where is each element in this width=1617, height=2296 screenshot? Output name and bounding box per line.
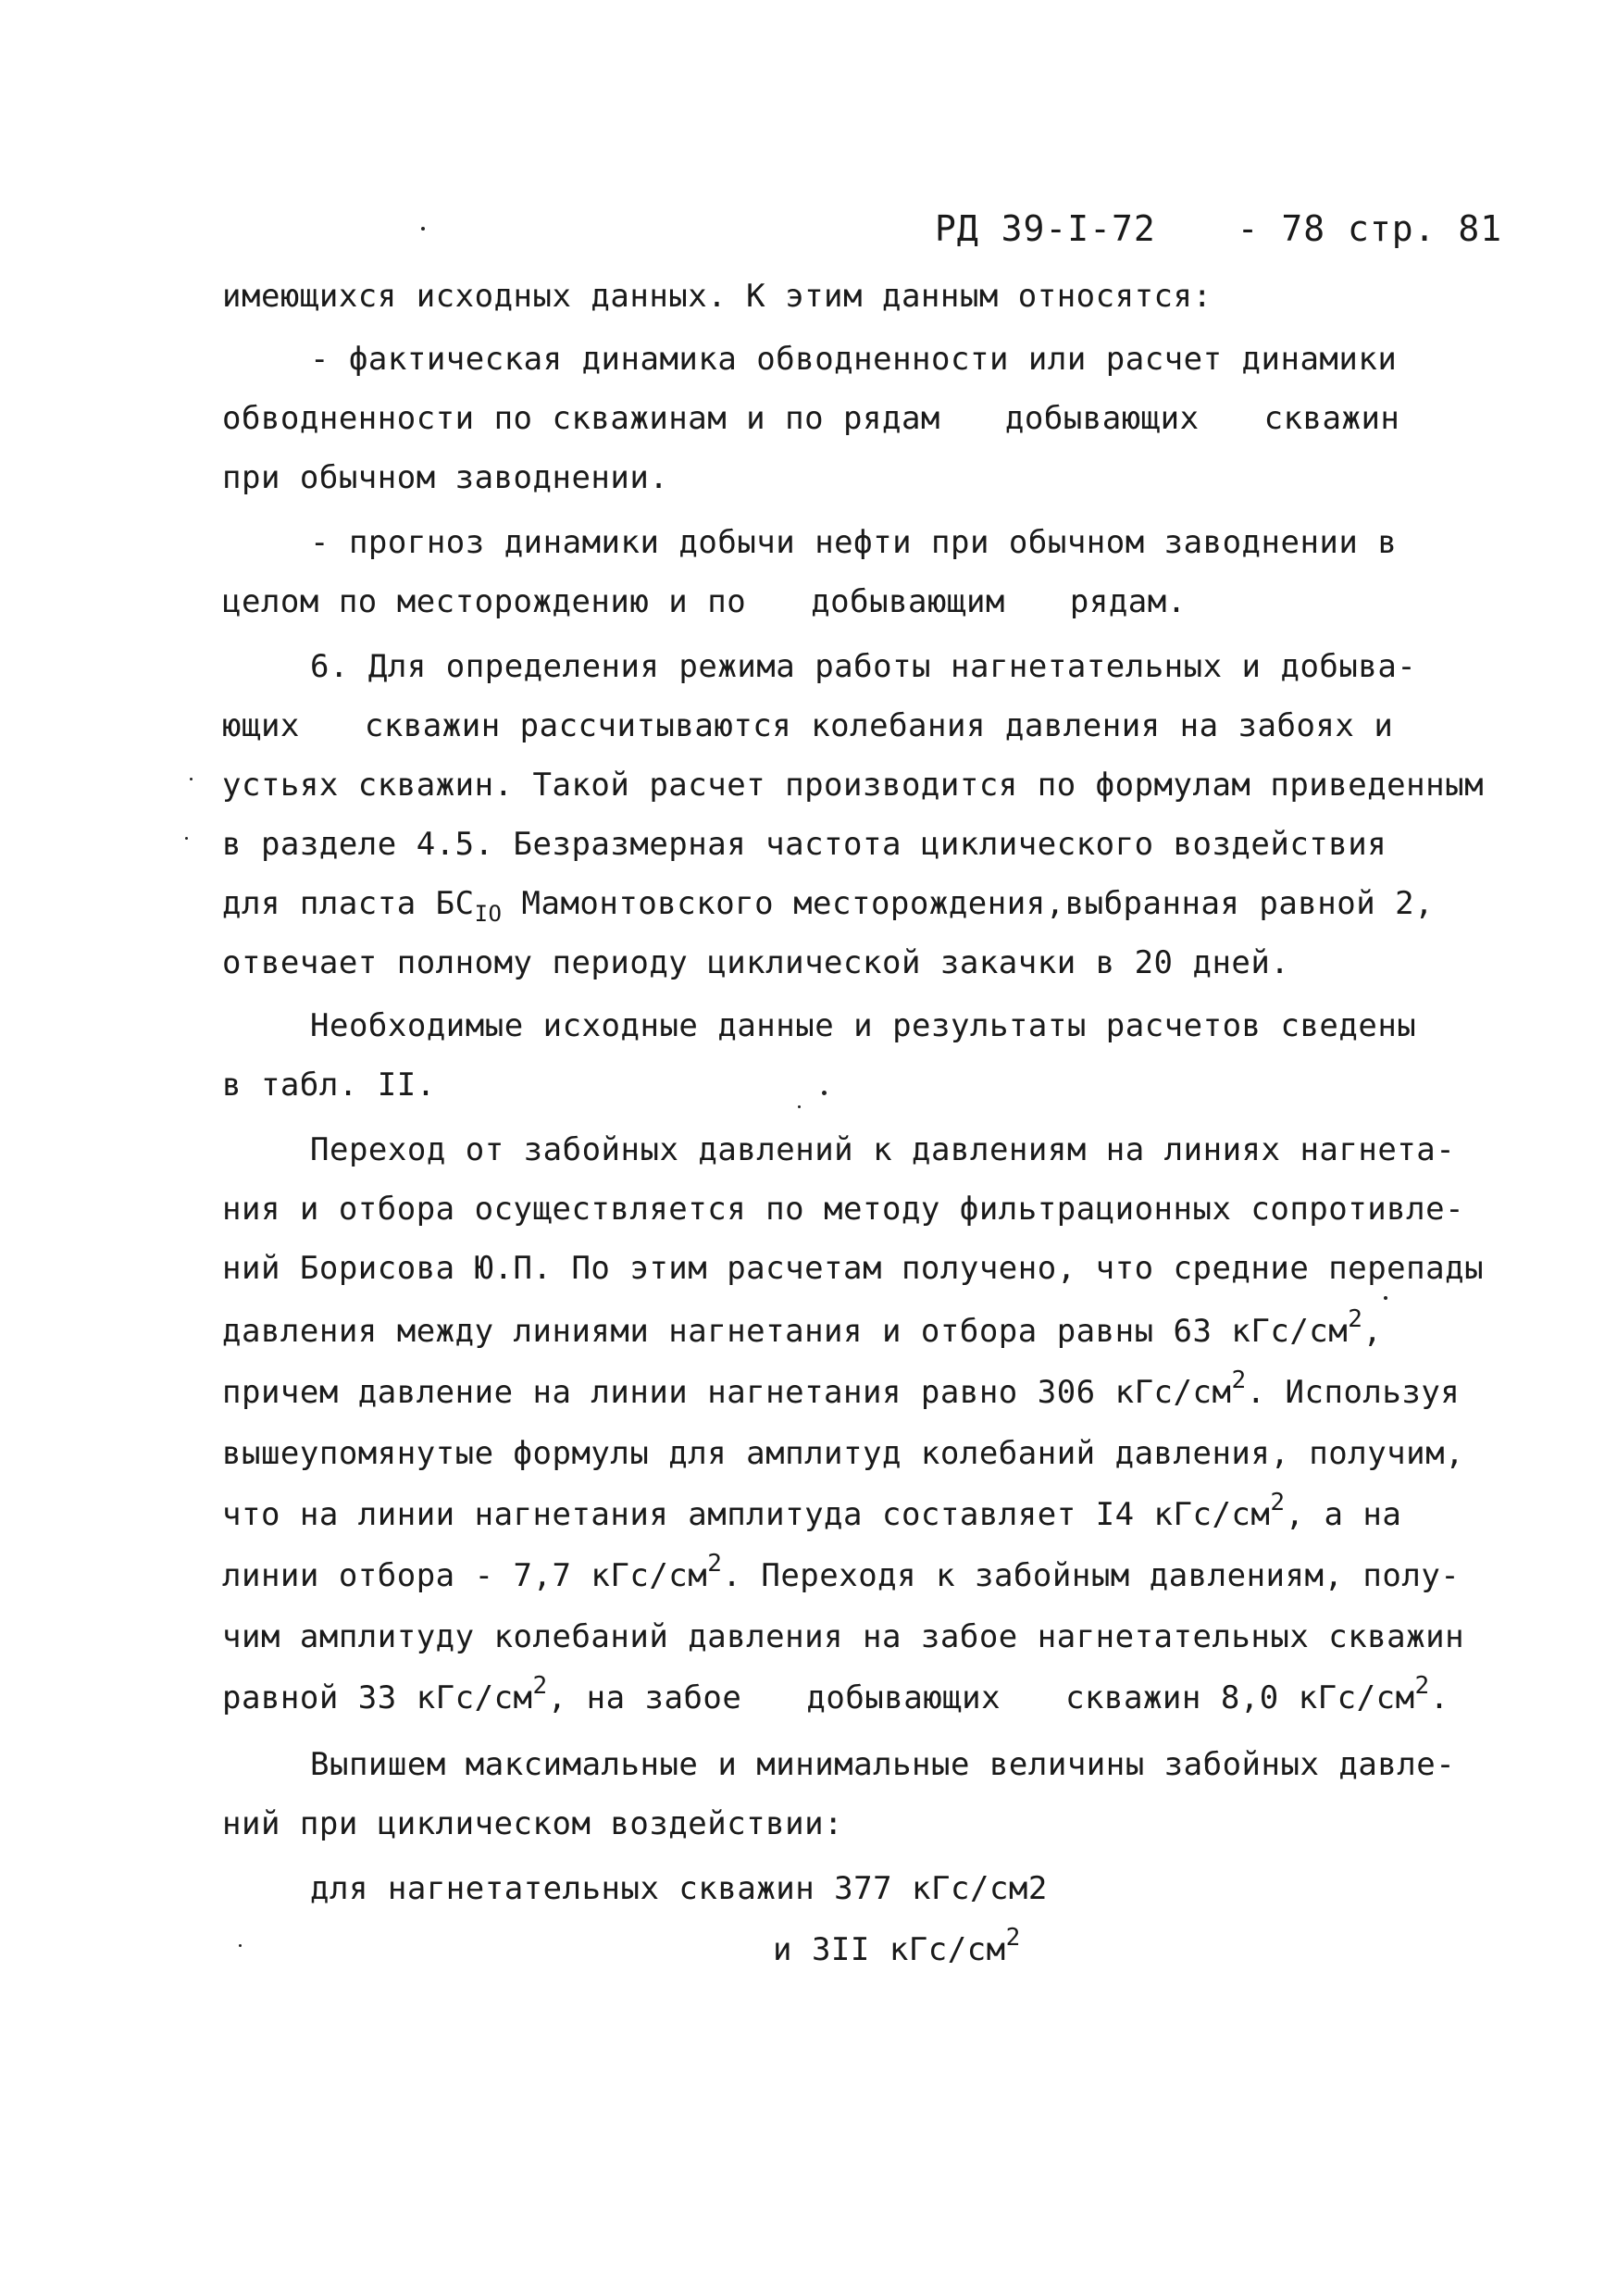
list-item-dynamics: - фактическая динамика обводненности или расчет динамики	[310, 341, 1398, 378]
text-line: для пласта $БС_{IO}$ Мамонтовского месторождения,выбранная равной 2,	[222, 885, 1435, 927]
doc-code: РД 39-I-72	[935, 208, 1156, 249]
text-line: ний при циклическом воздействии:	[222, 1805, 844, 1842]
text-line: чим амплитуду колебаний давления на забое нагнетательных скважин	[222, 1618, 1465, 1655]
text-line: Необходимые исходные данные и результаты расчетов сведены	[310, 1007, 1417, 1044]
text-line: вышеупомянутые формулы для амплитуд колебаний давления, получим,	[222, 1435, 1465, 1472]
scan-speck	[185, 837, 188, 840]
scan-speck	[190, 778, 193, 780]
text-line: в разделе 4.5. Безразмерная частота циклического воздействия	[222, 826, 1387, 863]
scan-speck	[421, 227, 425, 231]
text-line: равной 33 кГс/$см^2$, на забое добывающих скважин 8,0 кГс/$см^2$.	[222, 1672, 1449, 1716]
text-line: линии отбора - 7,7 кГс/$см^2$. Переходя к забойным давлениям, полу-	[222, 1550, 1461, 1594]
text-line: и 3II кГс/$см^2$	[773, 1924, 1021, 1968]
text-line: обводненности по скважинам и по рядам добывающих скважин	[222, 400, 1400, 437]
text-line: целом по месторождению и по добывающим рядам.	[222, 583, 1187, 620]
text-line: при обычном заводнении.	[222, 459, 669, 496]
text-line: причем давление на линии нагнетания равно 306 кГс/$см^2$. Используя	[222, 1366, 1461, 1411]
text-line: имеющихся исходных данных. К этим данным относятся:	[222, 278, 1213, 315]
text-line: в табл. II.	[222, 1067, 436, 1104]
text-line: устьях скважин. Такой расчет производится по формулам приведенным	[222, 767, 1485, 804]
text-line: давления между линиями нагнетания и отбора равны 63 кГс/$см^2$,	[222, 1305, 1383, 1350]
scan-speck	[1384, 1296, 1387, 1300]
scan-speck	[239, 1944, 242, 1947]
text-line: что на линии нагнетания амплитуда составляет I4 кГс/$см^2$, а на	[222, 1489, 1402, 1533]
scan-speck	[798, 1105, 801, 1108]
page-reference: - 78 стр. 81	[1237, 208, 1503, 249]
text-line: 6. Для определения режима работы нагнетательных и добыва-	[310, 648, 1417, 685]
page-header	[935, 208, 1502, 249]
text-line: Переход от забойных давлений к давлениям на линиях нагнета-	[310, 1131, 1456, 1168]
text-line: ния и отбора осуществляется по методу фильтрационных сопротивле-	[222, 1191, 1465, 1228]
text-line: ющих скважин рассчитываются колебания давления на забоях и	[222, 707, 1394, 744]
text-line: ний Борисова Ю.П. По этим расчетам получено, что средние перепады	[222, 1250, 1485, 1287]
text-line: для нагнетательных скважин 377 кГс/см2	[310, 1870, 1048, 1907]
text-line: отвечает полному периоду циклической закачки в 20 дней.	[222, 944, 1290, 981]
scan-speck	[822, 1091, 827, 1095]
list-item-forecast: - прогноз динамики добычи нефти при обычном заводнении в	[310, 524, 1398, 561]
text-line: Выпишем максимальные и минимальные величины забойных давле-	[310, 1746, 1456, 1783]
